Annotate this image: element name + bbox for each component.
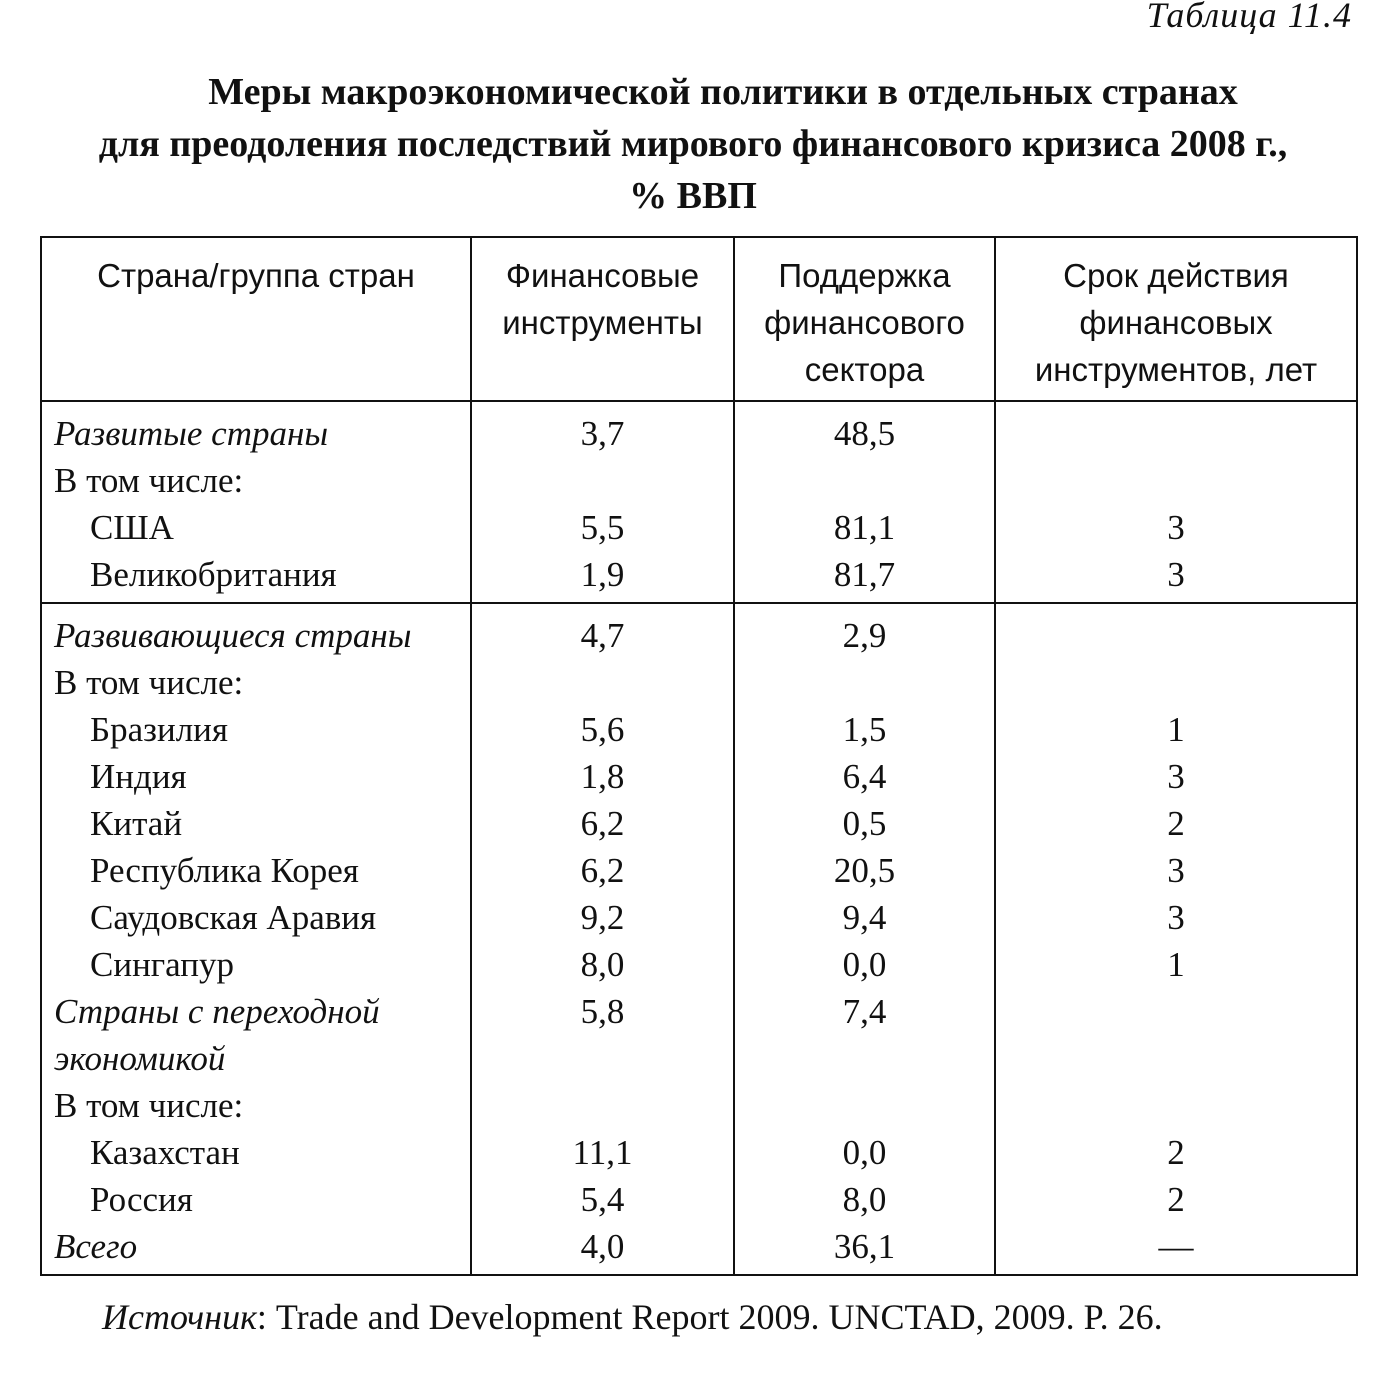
cell-fin-support: 2,9 <box>734 603 995 659</box>
cell-fin-support <box>734 1082 995 1129</box>
header-fin-support: Поддержка финансового сектора <box>734 237 995 401</box>
cell-fin-instruments: 5,8 <box>471 988 734 1035</box>
row-label: Казахстан <box>41 1129 471 1176</box>
cell-duration: 3 <box>995 894 1357 941</box>
cell-fin-support: 0,5 <box>734 800 995 847</box>
cell-fin-support: 36,1 <box>734 1223 995 1275</box>
cell-fin-instruments: 5,5 <box>471 504 734 551</box>
cell-fin-support: 81,7 <box>734 551 995 603</box>
row-label: В том числе: <box>41 659 471 706</box>
cell-duration <box>995 1035 1357 1082</box>
table-row <box>41 1176 1357 1223</box>
cell-duration <box>995 603 1357 659</box>
row-label: Всего <box>41 1223 471 1275</box>
cell-fin-support: 6,4 <box>734 753 995 800</box>
header-fin-instruments: Финансовые инструменты <box>471 237 734 401</box>
row-label: США <box>41 504 471 551</box>
row-label: Индия <box>41 753 471 800</box>
cell-fin-instruments: 1,8 <box>471 753 734 800</box>
cell-fin-instruments <box>471 659 734 706</box>
title-line-1: Меры макроэкономической политики в отдельных странах <box>208 71 1238 113</box>
row-label: Великобритания <box>41 551 471 603</box>
group-developing-transition <box>41 603 1357 1275</box>
table-row <box>41 1223 1357 1275</box>
cell-fin-instruments: 9,2 <box>471 894 734 941</box>
cell-duration: 1 <box>995 941 1357 988</box>
source-text: : Trade and Development Report 2009. UNCTAD, 2009. P. 26. <box>256 1297 1163 1337</box>
cell-fin-support <box>734 457 995 504</box>
cell-duration: 2 <box>995 1176 1357 1223</box>
cell-fin-instruments: 1,9 <box>471 551 734 603</box>
table-row <box>41 894 1357 941</box>
cell-fin-support: 1,5 <box>734 706 995 753</box>
cell-duration <box>995 457 1357 504</box>
cell-fin-support: 81,1 <box>734 504 995 551</box>
table-row <box>41 401 1357 457</box>
title-line-2: для преодоления последствий мирового финансового кризиса 2008 г., <box>98 123 1288 165</box>
cell-fin-instruments <box>471 457 734 504</box>
cell-fin-instruments: 8,0 <box>471 941 734 988</box>
row-label: Саудовская Аравия <box>41 894 471 941</box>
cell-duration: 3 <box>995 551 1357 603</box>
row-label: экономикой <box>41 1035 471 1082</box>
cell-duration: 2 <box>995 800 1357 847</box>
data-table <box>40 236 1358 1276</box>
source-label: Источник <box>102 1297 257 1337</box>
cell-duration: 3 <box>995 504 1357 551</box>
cell-duration: — <box>995 1223 1357 1275</box>
cell-duration <box>995 401 1357 457</box>
cell-fin-support <box>734 659 995 706</box>
cell-fin-support: 7,4 <box>734 988 995 1035</box>
table-row <box>41 504 1357 551</box>
row-label: Сингапур <box>41 941 471 988</box>
row-label: Россия <box>41 1176 471 1223</box>
row-label: В том числе: <box>41 1082 471 1129</box>
table-row <box>41 706 1357 753</box>
header-country: Страна/группа стран <box>41 237 471 401</box>
cell-fin-support: 20,5 <box>734 847 995 894</box>
row-label: Развитые страны <box>41 401 471 457</box>
source-note <box>102 1296 1163 1338</box>
row-label: Республика Корея <box>41 847 471 894</box>
table-row <box>41 988 1357 1035</box>
cell-duration: 1 <box>995 706 1357 753</box>
cell-duration <box>995 988 1357 1035</box>
cell-fin-support: 0,0 <box>734 1129 995 1176</box>
cell-fin-instruments: 5,4 <box>471 1176 734 1223</box>
table-row <box>41 800 1357 847</box>
cell-fin-instruments <box>471 1035 734 1082</box>
cell-duration: 3 <box>995 753 1357 800</box>
table-row <box>41 603 1357 659</box>
table-row <box>41 941 1357 988</box>
table-number: Таблица 11.4 <box>1146 0 1352 35</box>
table-row <box>41 659 1357 706</box>
group-developed <box>41 401 1357 603</box>
cell-fin-instruments: 6,2 <box>471 800 734 847</box>
title-line-3: % ВВП <box>629 175 757 217</box>
table-row <box>41 753 1357 800</box>
row-label: Страны с переходной <box>41 988 471 1035</box>
table-header <box>41 237 1357 401</box>
header-row <box>41 237 1357 401</box>
cell-duration: 3 <box>995 847 1357 894</box>
cell-fin-support: 48,5 <box>734 401 995 457</box>
cell-fin-instruments: 3,7 <box>471 401 734 457</box>
row-label: Бразилия <box>41 706 471 753</box>
table-row <box>41 551 1357 603</box>
row-label: Китай <box>41 800 471 847</box>
table-row <box>41 457 1357 504</box>
cell-fin-instruments: 5,6 <box>471 706 734 753</box>
table-title <box>0 66 1386 222</box>
cell-fin-support: 8,0 <box>734 1176 995 1223</box>
cell-fin-instruments: 6,2 <box>471 847 734 894</box>
table-row <box>41 1035 1357 1082</box>
cell-duration: 2 <box>995 1129 1357 1176</box>
cell-fin-instruments <box>471 1082 734 1129</box>
cell-fin-support: 9,4 <box>734 894 995 941</box>
header-duration: Срок действия финансовых инструментов, лет <box>995 237 1357 401</box>
cell-fin-support <box>734 1035 995 1082</box>
cell-fin-instruments: 4,7 <box>471 603 734 659</box>
row-label: В том числе: <box>41 457 471 504</box>
table-row <box>41 847 1357 894</box>
cell-duration <box>995 659 1357 706</box>
table-row <box>41 1129 1357 1176</box>
table-row <box>41 1082 1357 1129</box>
row-label: Развивающиеся страны <box>41 603 471 659</box>
cell-fin-instruments: 11,1 <box>471 1129 734 1176</box>
cell-fin-instruments: 4,0 <box>471 1223 734 1275</box>
cell-duration <box>995 1082 1357 1129</box>
cell-fin-support: 0,0 <box>734 941 995 988</box>
